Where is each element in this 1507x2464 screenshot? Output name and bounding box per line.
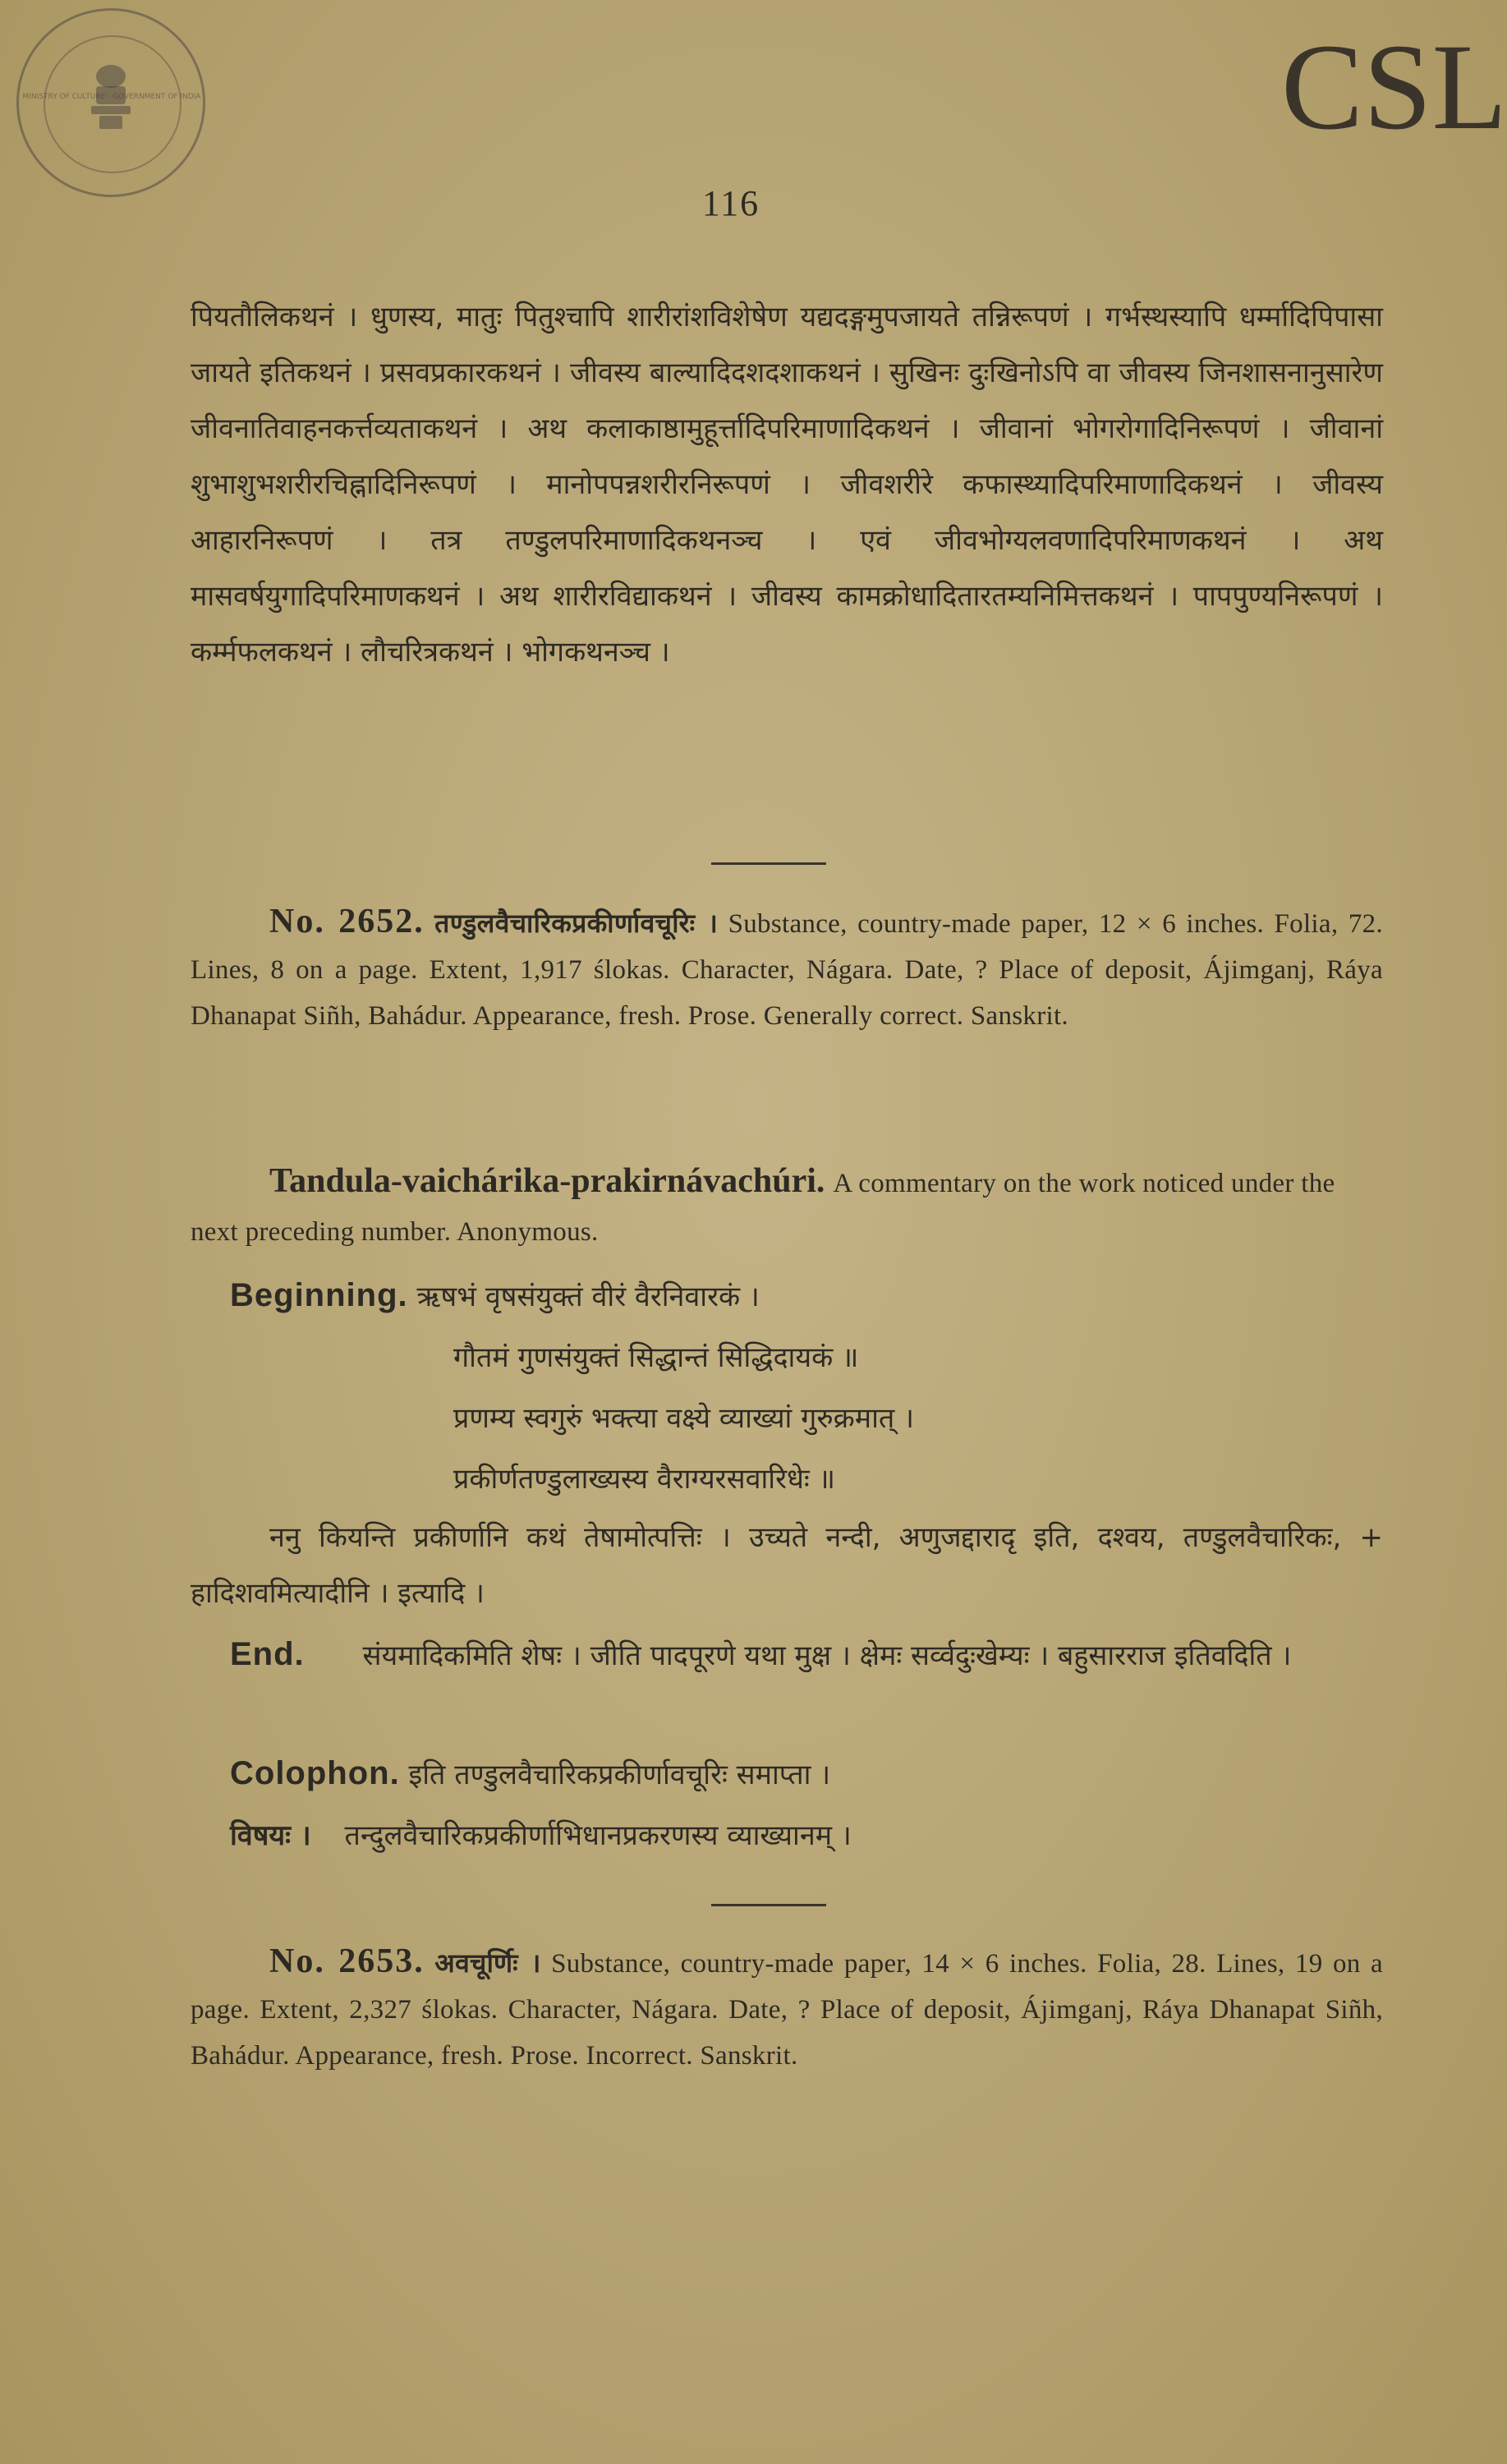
end-label: End. [230,1636,305,1672]
subject-text: तन्दुलवैचारिकप्रकीर्णाभिधानप्रकरणस्य व्याख्यानम् । [344,1819,852,1852]
verse-line: प्रकीर्णतण्डुलाख्यस्य वैराग्यरसवारिधेः ॥ [453,1463,835,1496]
entry-description: Substance, country-made paper, 12 × 6 inches. Folia, 72. Lines, 8 on a page. Extent, 1,917 ślokas. Character, Nágara. Date, ? Place of deposit, Ájimganj, Ráya Dhanapat Siñh, Bahádur. Appearance, fresh. Prose. Generally correct. Sanskrit. [191,909,1383,1031]
end-text: संयमादिकमिति शेषः । जीति पादपूरणे यथा मुक्ष । क्षेमः सर्व्वदुःखेम्यः । बहुसारराज इतिवदिति । [362,1639,1292,1672]
entry-description: Substance, country-made paper, 14 × 6 inches. Folia, 28. Lines, 19 on a page. Extent, 2,327 ślokas. Character, Nágara. Date, ? Place of deposit, Ájimganj, Ráya Dhanapat Siñh, Bahádur. Appearance, fresh. Prose. Incorrect. Sanskrit. [191,1949,1383,2071]
page-number: 116 [701,183,760,223]
entry-2652-title-block [191,1158,1383,1255]
entry-2653 [191,1938,1383,2079]
csl-mark-text: CSL [1281,19,1507,155]
verse-line: गौतमं गुणसंयुक्तं सिद्धान्तं सिद्धिदायकं ॥ [453,1341,859,1374]
colophon-line [191,1743,1383,1805]
entry-2652 [191,899,1383,1039]
beginning-first-line [191,1265,1383,1327]
entry-number: No. 2652. [269,903,425,940]
entry-2652-header [191,899,1383,1039]
entry-number: No. 2653. [269,1942,425,1980]
end-section [191,1626,1383,1684]
entry-2653-header [191,1938,1383,2079]
csl-library-mark [1281,19,1507,172]
entry-title-roman: Tandula-vaichárika-prakirnávachúri. [269,1162,825,1200]
end-paragraph [191,1626,1383,1684]
opening-passage-block [191,289,1383,680]
ministry-seal [16,8,205,197]
beginning-label: Beginning. [230,1277,408,1313]
subject-line [191,1805,1383,1866]
verse-line: ऋषभं वृषसंयुक्तं वीरं वैरनिवारकं । [416,1280,760,1313]
subject-label: विषयः । [230,1819,311,1852]
seal-text: MINISTRY OF CULTURE · GOVERNMENT OF INDIA [22,93,201,101]
entry-title-devanagari: अवचूर्णिः । [434,1947,541,1979]
colophon-label: Colophon. [230,1755,400,1791]
verse-line: प्रणम्य स्वगुरुं भक्त्या वक्ष्ये व्याख्यां गुरुक्रमात् । [453,1402,914,1435]
entry-2652-title-line [191,1158,1383,1255]
colophon-section [191,1743,1383,1866]
entry-title-devanagari: तण्डुलवैचारिकप्रकीर्णावचूरिः । [434,908,719,939]
entry-summary: A commentary on the work noticed under the next preceding number. Anonymous. [191,1169,1335,1247]
section-divider [711,862,826,865]
opening-passage: पियतौलिकथनं । धुणस्य, मातुः पितुश्चापि शारीरांशविशेषेण यद्यदङ्गमुपजायते तन्निरूपणं । गर्भस्थस्यापि धर्म्मादिपिपासा जायते इतिकथनं । प्रसवप्रकारकथनं । जीवस्य बाल्यादिदशदशाकथनं । सुखिनः दुःखिनोऽपि वा जीवस्य जिनशासनानुसारेण जीवनातिवाहनकर्त्तव्यताकथनं । अथ कलाकाष्ठामुहूर्त्तादिपरिमाणादिकथनं । जीवानां भोगरोगादिनिरूपणं । जीवानां शुभाशुभशरीरचिह्नादिनिरूपणं । मानोपपन्नशरीरनिरूपणं । जीवशरीरे कफास्थ्यादिपरिमाणादिकथनं । जीवस्य आहारनिरूपणं । तत्र तण्डुलपरिमाणादिकथनञ्च । एवं जीवभोग्यलवणादिपरिमाणकथनं । अथ मासवर्षयुगादिपरिमाणकथनं । अथ शारीरविद्याकथनं । जीवस्य कामक्रोधादितारतम्यनिमित्तकथनं । पापपुण्यनिरूपणं । कर्म्मफलकथनं । लौचरित्रकथनं । भोगकथनञ्च । [191,301,1383,669]
colophon-text: इति तण्डुलवैचारिकप्रकीर्णावचूरिः समाप्ता । [408,1758,831,1791]
section-divider [711,1904,826,1906]
beginning-section [191,1265,1383,1621]
beginning-prose: ननु कियन्ति प्रकीर्णानि कथं तेषामोत्पत्तिः । उच्यते नन्दी, अणुजद्दारादृ इति, दश्वय, तण्डुलवैचारिकः, + हादिशवमित्यादीनि । इत्यादि । [191,1521,1383,1610]
